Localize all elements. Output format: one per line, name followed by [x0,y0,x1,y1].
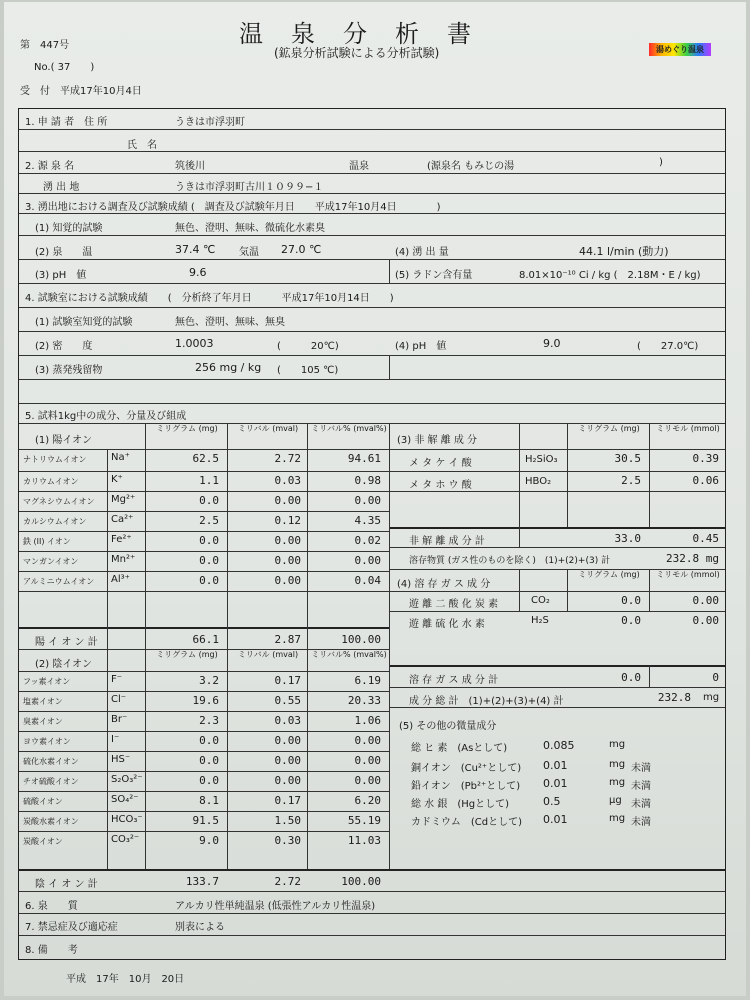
nonion-total-label: 非 解 離 成 分 計 [409,536,485,547]
location-value: うきは市浮羽町古川１０９９−１ [175,182,324,193]
applicant-address-label: 1. 申 請 者 住 所 [25,117,108,128]
unit-mvalpct-header: ミリバル% (mval%) [311,424,387,433]
flow-value: 44.1 l/min (動力) [579,245,669,258]
density-label: (2) 密 度 [35,341,93,352]
source-onsen: 温泉 [349,161,369,172]
anion-total-mval: 2.72 [274,875,301,888]
cation-header: (1) 陽イオン [35,435,93,446]
footer-date: 平成 17年 10月 20日 [66,974,185,985]
indications-label: 7. 禁忌症及び適応症 [25,922,118,933]
grand-total-label: 成 分 総 計 (1)+(2)+(3)+(4) 計 [409,696,564,707]
unit-mval-header: ミリバル (mval) [237,424,299,433]
document-number: 第 447号 [20,40,70,51]
document-title: 温泉分析書 [239,20,499,48]
ph-field-value: 9.6 [189,266,207,279]
section4-label: 4. 試験室における試験成績 ( 分析終了年月日 平成17年10月14日 ) [25,293,394,304]
document-no: No.( 37 ) [34,62,95,73]
unit-mval-header: ミリバル (mval) [237,650,299,659]
residue-value: 256 mg / kg [195,361,262,374]
ph-field-label: (3) pH 値 [35,270,87,281]
trace-header: (5) その他の微量成分 [399,721,497,732]
nonion-total-mg: 33.0 [614,532,641,545]
source-spring-close: ) [659,157,663,168]
remarks-label: 8. 備 考 [25,945,78,956]
gas-total-mmol: 0 [712,671,719,684]
radon-value: 8.01×10⁻¹⁰ Ci / kg ( 2.18M・E / kg) [519,270,701,281]
source-name: 筑後川 [175,161,205,172]
radon-label: (5) ラドン含有量 [395,270,473,281]
lab-ph-temp: ( 27.0℃) [637,341,699,352]
nonion-header: (3) 非 解 離 成 分 [397,435,478,446]
applicant-address: うきは市浮羽町 [175,117,245,128]
document-subtitle: (鉱泉分析試験による分析試験) [274,46,440,60]
dissolved-value: 232.8 mg [666,552,719,565]
spring-quality-label: 6. 泉 質 [25,901,78,912]
grand-total-value: 232.8 [657,691,691,704]
gas-total-label: 溶 存 ガ ス 成 分 計 [409,675,499,686]
spring-quality-value: アルカリ性単純温泉 (低張性アルカリ性温泉) [175,901,376,912]
nonion-total-mmol: 0.45 [692,532,719,545]
section5-label: 5. 試料1kg中の成分、分量及び組成 [25,411,187,422]
density-value: 1.0003 [175,337,214,350]
anion-header: (2) 陰イオン [35,659,93,670]
indications-value: 別表による [175,922,225,933]
air-temp-label: 気温 [239,247,259,258]
section3-label: 3. 湧出地における調査及び試験成績 ( 調査及び試験年月日 平成17年10月4日 ) [25,202,441,213]
gas-header: (4) 溶 存 ガ ス 成 分 [397,579,491,590]
grand-total-unit: mg [703,692,720,703]
temp-value: 37.4 ℃ [175,243,216,256]
received-date: 受 付 平成17年10月4日 [20,86,142,97]
unit-mg-header: ミリグラム (mg) [156,424,218,433]
analysis-table: 1. 申 請 者 住 所 うきは市浮羽町 氏 名 2. 源 泉 名 筑後川 温泉 (源泉名 もみじの湯 ) 湧 出 地 うきは市浮羽町古川１０９９−１ 3. 湧出地における調査及び試験成績 ( 調査及び試験年月日 平成17年10月4日 ) (1) 知覚的試験 無色、澄明、無味、微硫化水素臭 (2) 泉 温 37.4 ℃ 気温 27.0 ℃ (4) 湧 出 量 44.1 l/min (動力) (3) pH 値 9.6 (5) ラドン含有量 8.01×10⁻¹⁰ Ci / kg ( 2.18M・E / kg) 4. 試験室における試験成績 ( 分析終了年月日 平成17年10月14日 ) (1) 試験室知覚的試験 無色、澄明、無味、無臭 (2) 密 度 1.0003 ( 20℃) (4) pH 値 9.0 ( 27.0℃) (3) 蒸発残留物 256 mg / kg ( 105 ℃) 5. 試料1kg中の成分、分量及び組成 (1) 陽イオン ミリグラム (mg) ミリバル (mval) ミリバル% (mval%) ナトリウムイオン Na⁺ 62.5 2.72 94.61 カリウムイオン K⁺ 1.1 0.03 0.98 マグネシウムイオン Mg²⁺ 0.0 0.00 0.00 カルシウムイオン Ca²⁺ 2.5 0.12 4.35 鉄 (II) イオン Fe²⁺ 0.0 0.00 0.02 マンガンイオン Mn²⁺ 0.0 0.00 0.00 アルミニウムイオン Al³⁺ 0.0 0.00 0.04 陽 イ オ ン 計 66.1 2.87 100.00 (2) 陰イオン ミリグラム (mg) ミリバル (mval) ミリバル% (mval%) フッ素イオン F⁻ 3.2 0.17 6.19 塩素イオン Cl⁻ 19.6 0.55 20.33 臭素イオン Br⁻ 2.3 0.03 1.06 ヨウ素イオン I⁻ 0.0 0.00 0.00 硫化水素イオン HS⁻ 0.0 0.00 0.00 チオ硫酸イオン S₂O₃²⁻ 0.0 0.00 0.00 硫酸イオン SO₄²⁻ 8.1 0.17 6.20 炭酸水素イオン HCO₃⁻ 91.5 1.50 55.19 炭酸イオン CO₃²⁻ 9.0 0.30 11.03 陰 イ オ ン 計 133.7 2.72 100.00 (3) 非 解 離 成 分 ミリグラム (mg) ミリモル (mmol) メ タ ケ イ 酸 H₂SiO₃ 30.5 0.39 メ タ ホ ウ 酸 HBO₂ 2.5 0.06 非 解 離 成 分 計 33.0 0.45 溶存物質 (ガス性のものを除く) (1)+(2)+(3) 計 232.8 mg (4) 溶 存 ガ ス 成 分 ミリグラム (mg) ミリモル (mmol) 遊 離 二 酸 化 炭 素 CO₂ 0.0 0.00 遊 離 硫 化 水 素 H₂S 0.0 0.00 溶 存 ガ ス 成 分 計 0.0 0 成 分 総 計 (1)+(2)+(3)+(4) 計 232.8 mg (5) その他の微量成分 総 ヒ 素 (Asとして) 0.085 mg 銅イオン (Cu²⁺として) 0.01 mg 未満 鉛イオン (Pb²⁺として) 0.01 mg 未満 総 水 銀 (Hgとして) 0.5 μg 未満 カドミウム (Cdとして) 0.01 mg 未満 6. 泉 質 アルカリ性単純温泉 (低張性アルカリ性温泉) 7. 禁忌症及び適応症 別表による 8. 備 考 [18,108,726,960]
source-label: 2. 源 泉 名 [25,161,75,172]
lab-ph-value: 9.0 [543,337,561,350]
unit-mg-header: ミリグラム (mg) [578,570,640,579]
dissolved-label: 溶存物質 (ガス性のものを除く) (1)+(2)+(3) 計 [409,556,611,566]
cation-total-label: 陽 イ オ ン 計 [35,637,98,648]
applicant-name-label: 氏 名 [127,140,157,151]
lab-sensory: 無色、澄明、無味、無臭 [175,317,285,328]
watermark-logo: 湯めぐり温泉 [649,43,711,56]
cation-total-mg: 66.1 [192,633,219,646]
field-sensory-label: (1) 知覚的試験 [35,223,103,234]
cation-total-pct: 100.00 [341,633,381,646]
field-sensory: 無色、澄明、無味、微硫化水素臭 [175,223,325,234]
anion-total-mg: 133.7 [185,875,219,888]
air-temp-value: 27.0 ℃ [281,243,322,256]
anion-total-label: 陰 イ オ ン 計 [35,879,98,890]
cation-total-mval: 2.87 [274,633,301,646]
source-spring-name: (源泉名 もみじの湯 [427,161,515,172]
temp-label: (2) 泉 温 [35,247,93,258]
lab-sensory-label: (1) 試験室知覚的試験 [35,317,133,328]
document-paper [4,2,746,996]
density-temp: ( 20℃) [277,341,339,352]
flow-label: (4) 湧 出 量 [395,247,449,258]
location-label: 湧 出 地 [43,182,80,193]
residue-temp: ( 105 ℃) [277,365,339,376]
lab-ph-label: (4) pH 値 [395,341,447,352]
unit-mmol-header: ミリモル (mmol) [656,570,720,579]
gas-total-mg: 0.0 [621,671,641,684]
unit-mvalpct-header: ミリバル% (mval%) [311,650,387,659]
unit-mg-header: ミリグラム (mg) [156,650,218,659]
unit-mg-header: ミリグラム (mg) [578,424,640,433]
residue-label: (3) 蒸発残留物 [35,365,103,376]
unit-mmol-header: ミリモル (mmol) [656,424,720,433]
anion-total-pct: 100.00 [341,875,381,888]
